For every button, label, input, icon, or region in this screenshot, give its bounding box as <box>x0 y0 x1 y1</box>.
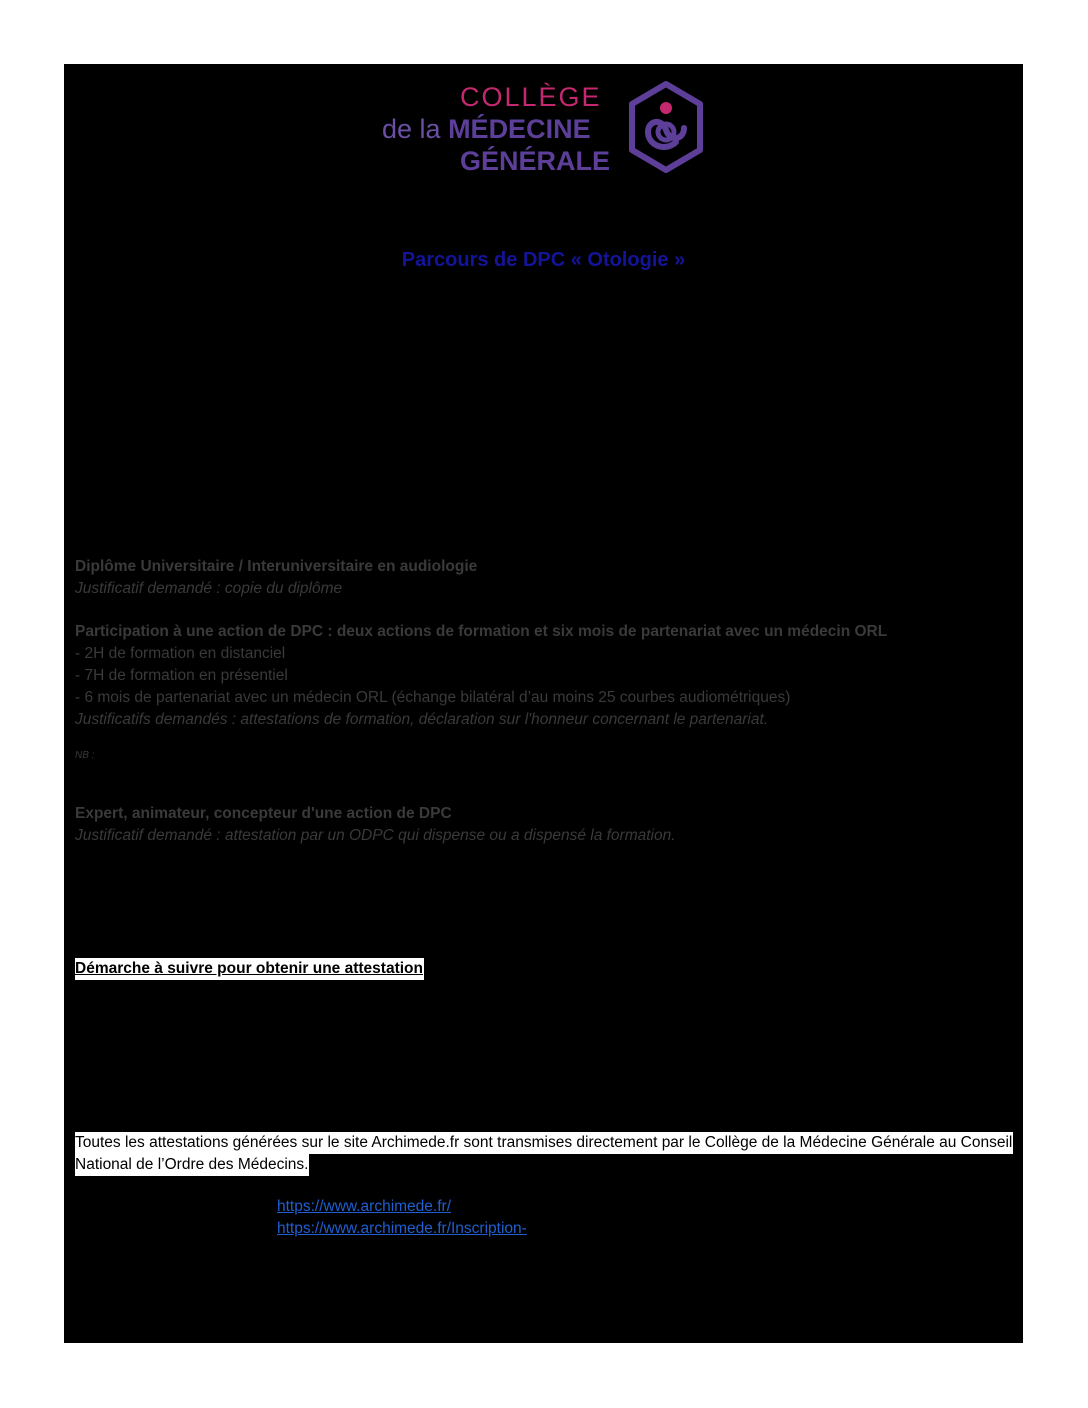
logo-wordmark <box>382 80 622 180</box>
participation-heading: Participation à une action de DPC : deux actions de formation et six mois de partenariat avec un médecin ORL <box>75 623 888 640</box>
participation-justif: Justificatifs demandés : attestations de formation, déclaration sur l'honneur concernant le partenariat. <box>75 711 769 728</box>
page-title: Parcours de DPC « Otologie » <box>401 249 686 271</box>
college-logo <box>382 80 712 180</box>
participation-item: - 7H de formation en présentiel <box>75 667 288 684</box>
logo-line-medecine <box>382 114 591 145</box>
demarche-heading: Démarche à suivre pour obtenir une attestation <box>75 958 424 980</box>
logo-line-college: COLLÈGE <box>460 82 602 112</box>
expert-heading: Expert, animateur, concepteur d'une action de DPC <box>75 805 452 822</box>
hexagon-logo-icon <box>626 80 706 176</box>
diplome-justif: Justificatif demandé : copie du diplôme <box>75 580 343 597</box>
nb-note: NB : <box>75 750 95 761</box>
attestations-text-line1: Toutes les attestations générées sur le site Archimede.fr sont transmises directement par le Collège de la Médecine Générale au Conseil <box>75 1132 1013 1154</box>
logo-line2-bold: MÉDECINE <box>448 114 591 144</box>
attestations-text-line2: National de l’Ordre des Médecins. <box>75 1154 309 1176</box>
logo-line2-regular: de la <box>382 114 449 144</box>
diplome-heading: Diplôme Universitaire / Interuniversitaire en audiologie <box>75 558 478 575</box>
expert-justif: Justificatif demandé : attestation par un ODPC qui dispense ou a dispensé la formation. <box>75 827 676 844</box>
archimede-link[interactable]: https://www.archimede.fr/ <box>277 1198 452 1215</box>
logo-line-generale: GÉNÉRALE <box>460 146 611 176</box>
participation-item: - 2H de formation en distanciel <box>75 645 286 662</box>
archimede-inscription-link[interactable]: https://www.archimede.fr/Inscription- <box>277 1220 527 1237</box>
participation-item: - 6 mois de partenariat avec un médecin ORL (échange bilatéral d’au moins 25 courbes audiométriques) <box>75 689 791 706</box>
